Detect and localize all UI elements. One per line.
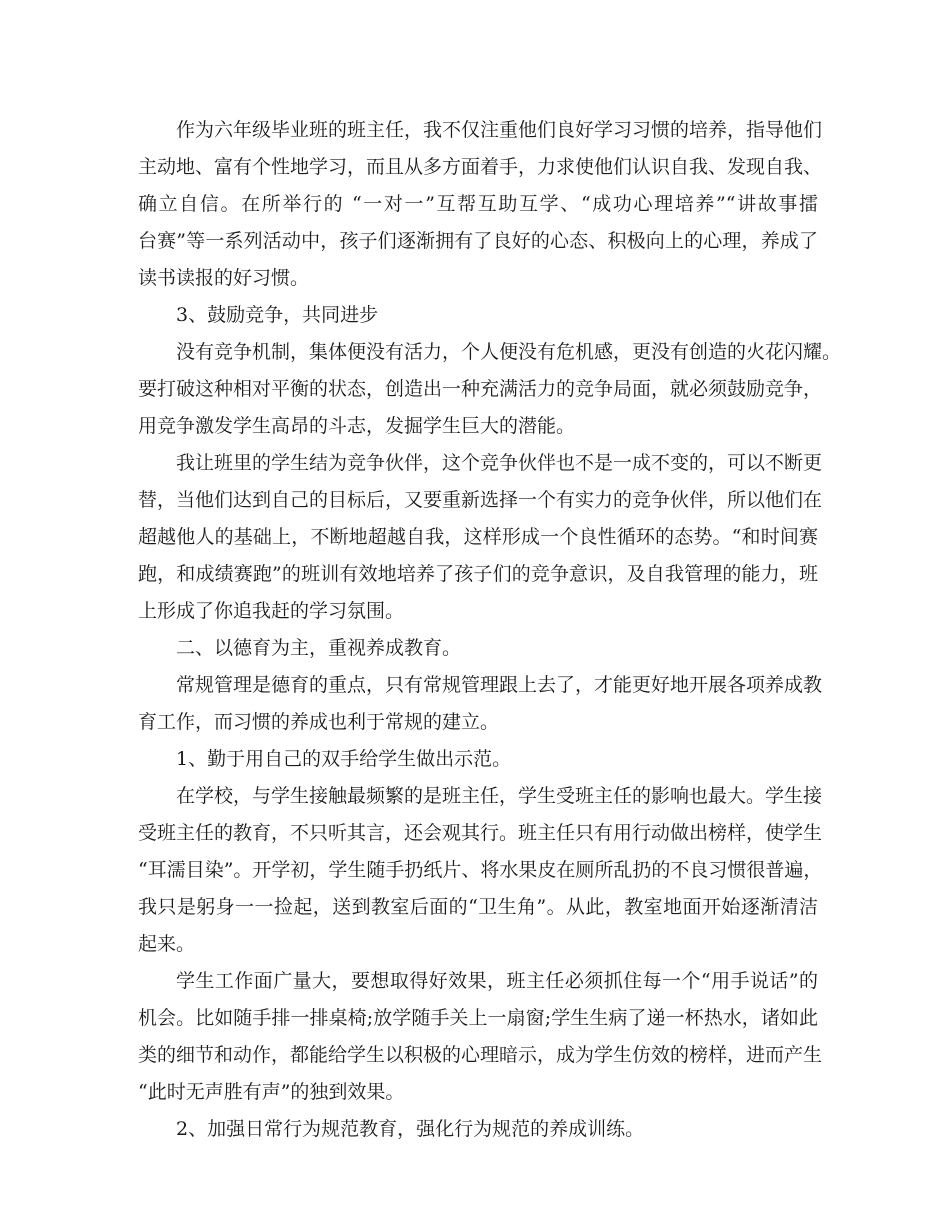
paragraph-line: 类的细节和动作，都能给学生以积极的心理暗示，成为学生仿效的榜样，进而产生	[138, 1044, 823, 1066]
paragraph-line: 起来。	[138, 933, 196, 955]
paragraph-line: 读书读报的好习惯。	[138, 267, 310, 289]
paragraph-line: 没有竞争机制，集体便没有活力，个人便没有危机感，更没有创造的火花闪耀。	[176, 341, 842, 363]
paragraph-line: “此时无声胜有声”的独到效果。	[138, 1081, 405, 1103]
paragraph-line: 在学校，与学生接触最频繁的是班主任，学生受班主任的影响也最大。学生接	[176, 785, 823, 807]
section-heading: 3、鼓励竞争，共同进步	[176, 304, 379, 326]
paragraph-line: 上形成了你追我赶的学习氛围。	[138, 600, 405, 622]
paragraph-line: 超越他人的基础上，不断地超越自我，这样形成一个良性循环的态势。“和时间赛	[138, 526, 818, 548]
paragraph-line: 育工作，而习惯的养成也利于常规的建立。	[138, 711, 500, 733]
paragraph-line: 常规管理是德育的重点，只有常规管理跟上去了，才能更好地开展各项养成教	[176, 674, 823, 696]
paragraph-line: 机会。比如随手排一排桌椅;放学随手关上一扇窗;学生生病了递一杯热水，诸如此	[138, 1007, 818, 1029]
section-heading: 二、以德育为主，重视养成教育。	[176, 637, 462, 659]
paragraph-line: 主动地、富有个性地学习，而且从多方面着手，力求使他们认识自我、发现自我、	[138, 156, 823, 178]
paragraph-line: 受班主任的教育，不只听其言，还会观其行。班主任只有用行动做出榜样，使学生	[138, 822, 823, 844]
paragraph-line: 跑，和成绩赛跑”的班训有效地培养了孩子们的竞争意识，及自我管理的能力，班	[138, 563, 818, 585]
paragraph-line: “耳濡目染”。开学初，学生随手扔纸片、将水果皮在厕所乱扔的不良习惯很普遍，	[138, 859, 823, 881]
paragraph-line: 替，当他们达到自己的目标后，又要重新选择一个有实力的竞争伙伴，所以他们在	[138, 489, 823, 511]
paragraph-line: 作为六年级毕业班的班主任，我不仅注重他们良好学习习惯的培养，指导他们	[176, 119, 823, 141]
paragraph-line: 我让班里的学生结为竞争伙伴，这个竞争伙伴也不是一成不变的，可以不断更	[176, 452, 823, 474]
paragraph-line: 用竞争激发学生高昂的斗志，发掘学生巨大的潜能。	[138, 415, 576, 437]
paragraph-line: 台赛”等一系列活动中，孩子们逐渐拥有了良好的心态、积极向上的心理，养成了	[138, 230, 818, 252]
paragraph-line: 我只是躬身一一捡起，送到教室后面的“卫生角”。从此，教室地面开始逐渐清洁	[138, 896, 818, 918]
paragraph-line: 确立自信。在所举行的 “一对一”互帮互助互学、“成功心理培养”“讲故事擂	[138, 193, 818, 215]
section-heading: 2、加强日常行为规范教育，强化行为规范的养成训练。	[176, 1118, 645, 1140]
paragraph-line: 学生工作面广量大，要想取得好效果，班主任必须抓住每一个“用手说话”的	[176, 970, 818, 992]
section-heading: 1、勤于用自己的双手给学生做出示范。	[176, 748, 512, 770]
paragraph-line: 要打破这种相对平衡的状态，创造出一种充满活力的竞争局面，就必须鼓励竞争，	[138, 378, 823, 400]
